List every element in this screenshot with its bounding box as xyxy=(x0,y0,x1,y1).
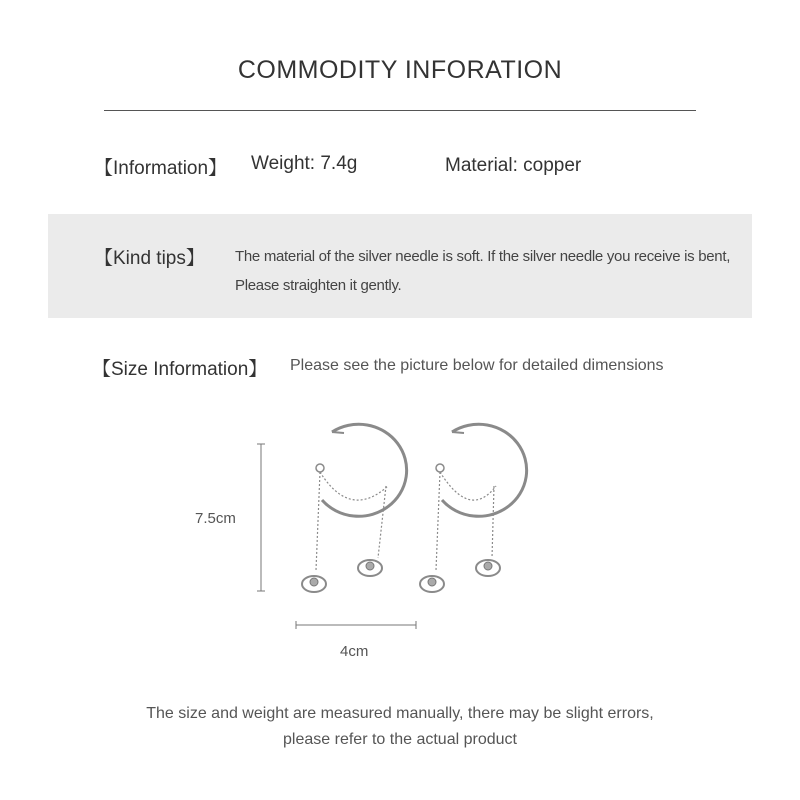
width-dimension-line xyxy=(296,621,416,629)
kind-tips-label: 【Kind tips】 xyxy=(94,248,205,269)
size-information-note: Please see the picture below for detailed dimensions xyxy=(290,357,664,374)
footer-line-1: The size and weight are measured manually, there may be slight errors, xyxy=(146,705,654,722)
information-label: 【Information】 xyxy=(94,158,228,179)
width-dimension-label: 4cm xyxy=(340,643,369,660)
kind-tips-line-2: Please straighten it gently. xyxy=(235,277,402,294)
kind-tips-text xyxy=(235,242,735,300)
footer-line-2: please refer to the actual product xyxy=(283,731,517,748)
size-information-label: 【Size Information】 xyxy=(92,359,268,380)
right-earring xyxy=(420,424,527,592)
title-divider xyxy=(104,110,696,111)
weight-value: Weight: 7.4g xyxy=(251,153,358,174)
height-dimension-label: 7.5cm xyxy=(195,510,236,527)
material-value: Material: copper xyxy=(445,155,582,176)
earring-pair-image xyxy=(180,420,540,640)
left-earring xyxy=(302,424,407,592)
kind-tips-line-1: The material of the silver needle is soft. If the silver needle you receive is bent, xyxy=(235,248,731,265)
page-title: COMMODITY INFORATION xyxy=(237,56,563,84)
height-dimension-line xyxy=(257,444,265,591)
